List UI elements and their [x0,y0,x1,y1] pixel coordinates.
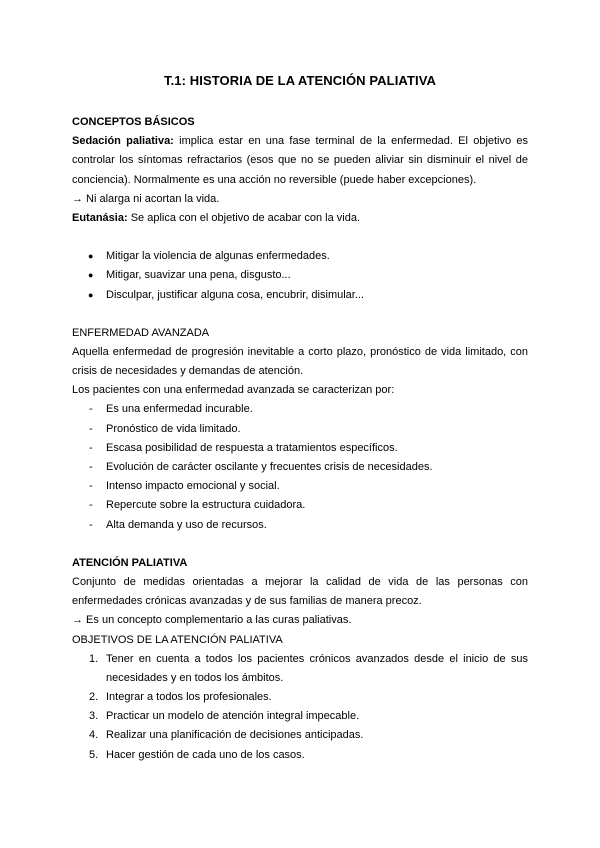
sedacion-paragraph-line-1 [72,132,528,151]
eutanasia-term: Eutanásia: [72,211,128,224]
eutanasia-paragraph [72,209,528,228]
atencion-definition-line-2: enfermedades crónicas avanzadas y de sus familias de manera precoz. [72,595,422,608]
list-item: 2. Integrar a todos los profesionales. [72,688,528,707]
list-number: 3. [89,710,99,723]
enfermedad-definition-line-2: crisis de necesidades y demandas de atención. [72,365,304,378]
list-item: 3. Practicar un modelo de atención integral impecable. [72,707,528,726]
list-item: - Es una enfermedad incurable. [72,400,528,419]
list-item: ● Disculpar, justificar alguna cosa, encubrir, disimular... [72,286,528,305]
spacer [72,305,528,324]
sedacion-term: Sedación paliativa: [72,135,174,148]
dash-icon: - [89,461,93,473]
eutanasia-definition: Se aplica con el objetivo de acabar con la vida. [130,211,361,224]
list-number: 1. [89,652,99,665]
list-item: - Pronóstico de vida limitado. [72,420,528,439]
list-item: - Repercute sobre la estructura cuidadora. [72,496,528,515]
list-item-continuation: necesidades y en todos los ámbitos. [106,671,284,684]
document-content [72,113,528,765]
list-number: 5. [89,748,99,761]
atencion-arrow-note: → Es un concepto complementario a las curas paliativas. [72,614,352,627]
enfermedad-intro: Los pacientes con una enfermedad avanzada se caracterizan por: [72,384,395,397]
objetivos-heading: OBJETIVOS DE LA ATENCIÓN PALIATIVA [72,633,283,646]
list-item: 1. Tener en cuenta a todos los pacientes crónicos avanzados desde el inicio de sus [72,650,528,669]
dash-icon: - [89,518,93,531]
dash-icon: - [89,499,93,512]
sedacion-paragraph-line-2: controlar los síntomas refractarios (esos que no se pueden aliviar sin disminuir el nivel de [72,154,528,167]
dash-icon: - [89,422,93,435]
sedacion-definition-1: implica estar en una fase terminal de la enfermedad. El objetivo es [179,135,528,148]
spacer [72,228,528,247]
spacer [72,535,528,554]
enfermedad-definition-line-1: Aquella enfermedad de progresión inevitable a corto plazo, pronóstico de vida limitado, con [72,345,528,358]
list-item: - Alta demanda y uso de recursos. [72,516,528,535]
bullet-icon: ● [88,289,94,300]
bullet-icon: ● [88,270,94,281]
bullet-icon: ● [88,251,94,262]
page-title: T.1: HISTORIA DE LA ATENCIÓN PALIATIVA [164,73,436,88]
list-number: 4. [89,729,99,742]
sedacion-arrow-note: → Ni alarga ni acortan la vida. [72,192,220,205]
list-number: 2. [89,691,99,704]
list-item: - Evolución de carácter oscilante y frecuentes crisis de necesidades. [72,458,528,477]
section-heading-atencion: ATENCIÓN PALIATIVA [72,556,188,569]
sedacion-paragraph-line-3: conciencia). Normalmente es una acción no reversible (puede haber excepciones). [72,173,477,186]
dash-icon: - [89,480,93,493]
list-item: ● Mitigar la violencia de algunas enfermedades. [72,247,528,266]
atencion-definition-line-1: Conjunto de medidas orientadas a mejorar la calidad de vida de las personas con [72,575,528,588]
dash-icon: - [89,403,93,416]
list-item: ● Mitigar, suavizar una pena, disgusto... [72,266,528,285]
section-heading-conceptos: CONCEPTOS BÁSICOS [72,116,195,128]
list-item: - Intenso impacto emocional y social. [72,477,528,496]
list-item: 4. Realizar una planificación de decisiones anticipadas. [72,726,528,745]
list-item: - Escasa posibilidad de respuesta a tratamientos específicos. [72,439,528,458]
section-heading-enfermedad: ENFERMEDAD AVANZADA [72,326,210,339]
list-item: 5. Hacer gestión de cada uno de los casos. [72,746,528,765]
dash-icon: - [89,441,93,454]
